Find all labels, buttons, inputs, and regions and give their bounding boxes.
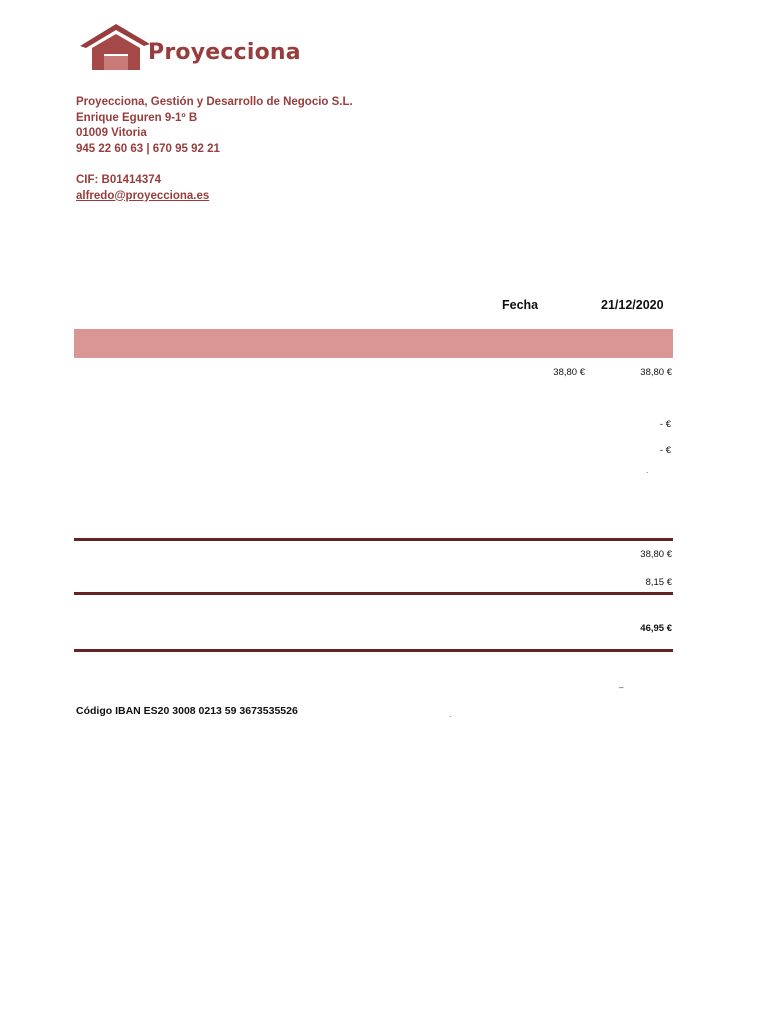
company-logo: [78, 24, 318, 72]
footer-dot-mark: .: [449, 710, 452, 719]
total-value: 46,95 €: [640, 623, 672, 634]
company-cif: CIF: B01414374: [76, 173, 162, 186]
company-phone: 945 22 60 63 | 670 95 92 21: [76, 142, 220, 155]
brand-name: Proyecciona: [148, 40, 301, 65]
line-item-unit-price: 38,80 €: [553, 367, 585, 378]
extra-mark: .: [646, 466, 649, 475]
extra-value-1: - €: [659, 419, 671, 430]
company-address: Enrique Eguren 9-1º B: [76, 111, 198, 124]
table-header-band: [74, 329, 673, 358]
company-name: Proyecciona, Gestión y Desarrollo de Negocio S.L.: [76, 96, 353, 108]
tax-value: 8,15 €: [645, 577, 672, 588]
line-item-amount: 38,80 €: [640, 367, 672, 378]
totals-bottom-rule: [74, 649, 673, 652]
totals-middle-rule: [74, 592, 673, 595]
company-email-link[interactable]: alfredo@proyecciona.es: [76, 189, 210, 202]
subtotal-value: 38,80 €: [640, 549, 672, 560]
totals-top-rule: [74, 538, 673, 541]
date-label: Fecha: [502, 298, 539, 312]
house-roof-icon: [78, 24, 150, 72]
company-info: [76, 95, 353, 204]
iban-line: Código IBAN ES20 3008 0213 59 3673535526: [76, 705, 298, 717]
date-value: 21/12/2020: [601, 298, 664, 312]
footer-dash-mark: ‒: [619, 683, 624, 692]
extra-value-2: - €: [659, 445, 671, 456]
company-city: 01009 Vitoria: [76, 127, 147, 140]
